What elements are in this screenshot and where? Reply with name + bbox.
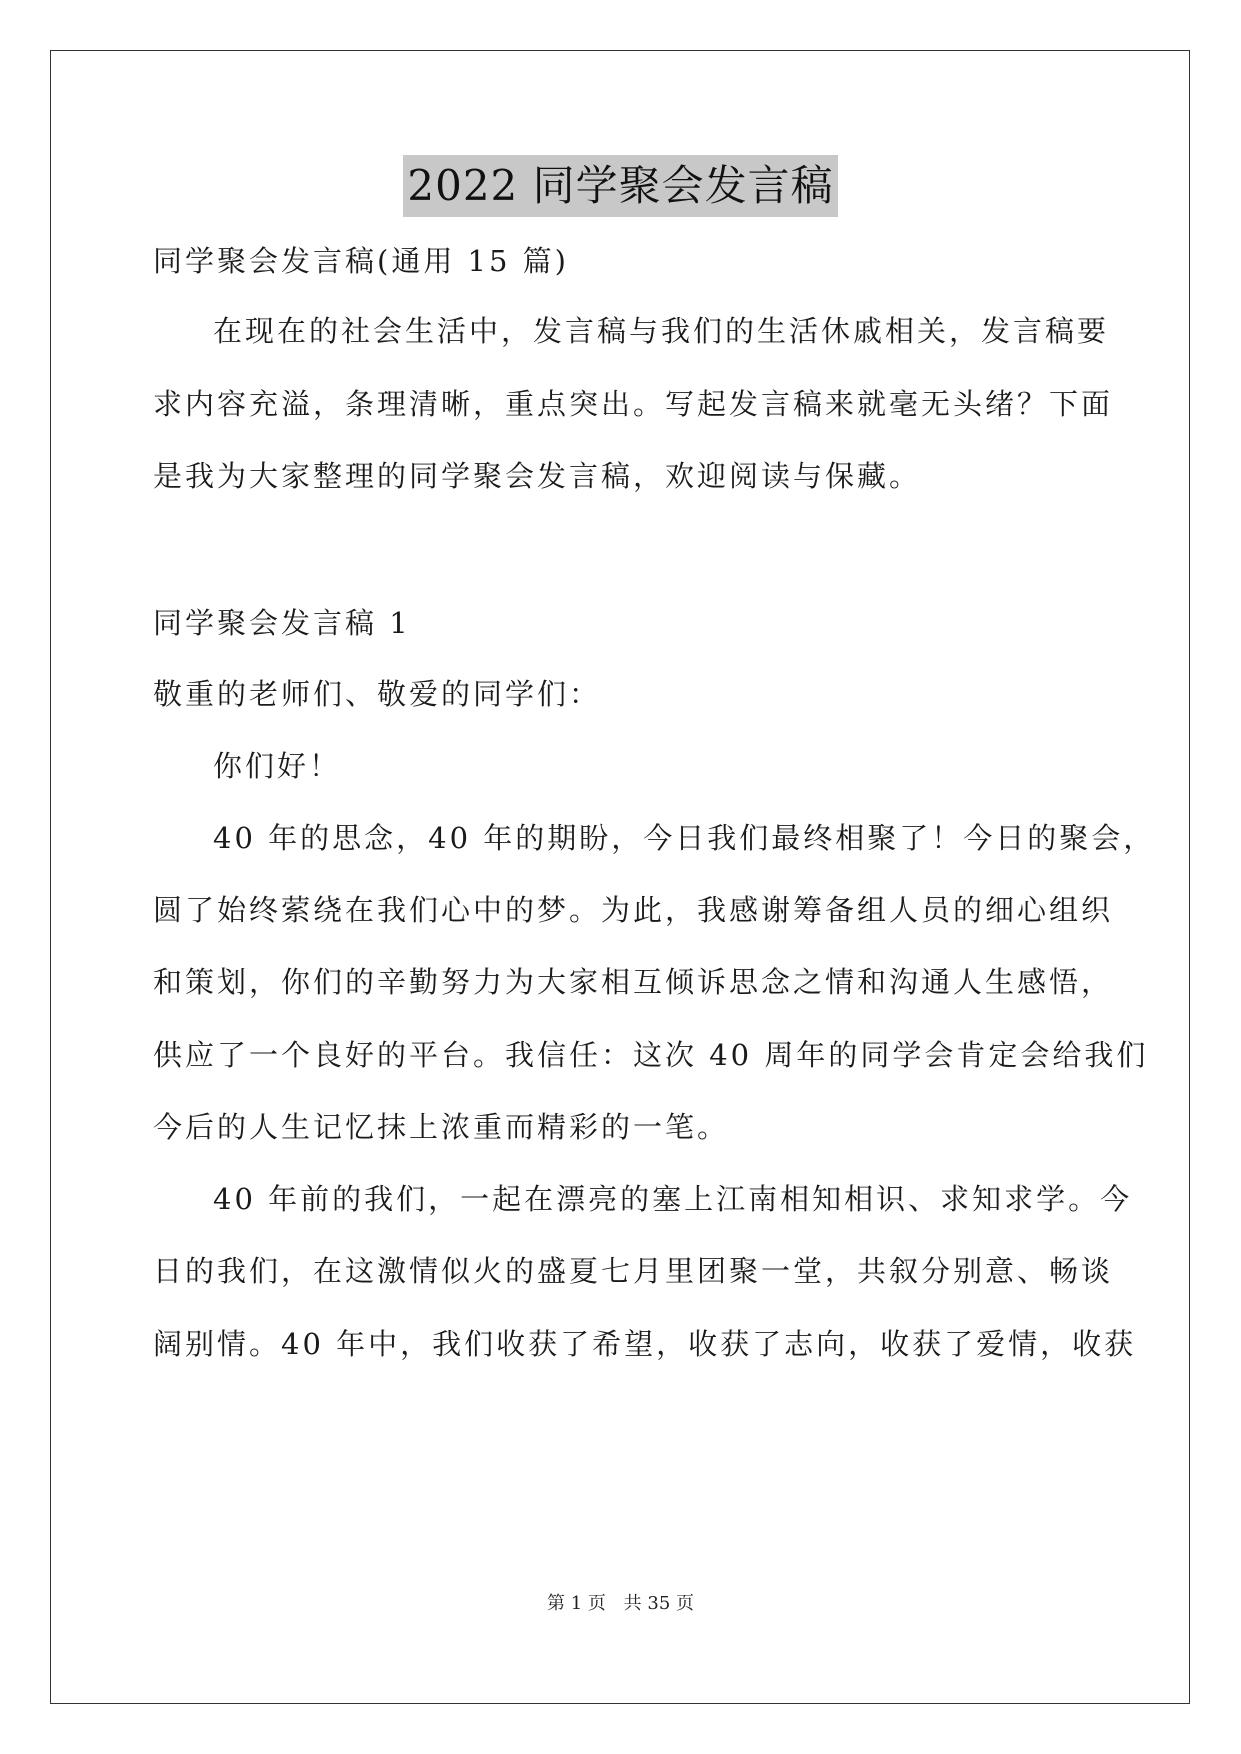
paragraph-line: 供应了一个良好的平台。我信任：这次 40 周年的同学会肯定会给我们 xyxy=(153,1038,1149,1072)
paragraph-line: 阔别情。40 年中，我们收获了希望，收获了志向，收获了爱情，收获 xyxy=(153,1327,1137,1361)
paragraph-line: 今后的人生记忆抹上浓重而精彩的一笔。 xyxy=(153,1110,730,1144)
page-border xyxy=(50,50,1190,1704)
paragraph-line: 和策划，你们的辛勤努力为大家相互倾诉思念之情和沟通人生感悟， xyxy=(153,965,1114,999)
subtitle-line: 同学聚会发言稿(通用 15 篇) xyxy=(153,244,569,278)
paragraph-line: 圆了始终萦绕在我们心中的梦。为此，我感谢筹备组人员的细心组织 xyxy=(153,893,1114,927)
greeting-line: 你们好！ xyxy=(213,749,342,783)
paragraph-line: 求内容充溢，条理清晰，重点突出。写起发言稿来就毫无头绪？下面 xyxy=(153,387,1114,421)
salutation-line: 敬重的老师们、敬爱的同学们： xyxy=(153,677,602,711)
page-footer xyxy=(0,1592,1241,1616)
paragraph-line: 在现在的社会生活中，发言稿与我们的生活休戚相关，发言稿要 xyxy=(213,314,1110,348)
paragraph-line: 是我为大家整理的同学聚会发言稿，欢迎阅读与保藏。 xyxy=(153,459,922,493)
paragraph-line: 40 年前的我们，一起在漂亮的塞上江南相知相识、求知求学。今 xyxy=(213,1182,1133,1216)
page-total: 共 35 页 xyxy=(623,1593,694,1614)
paragraph-line: 日的我们，在这激情似火的盛夏七月里团聚一堂，共叙分别意、畅谈 xyxy=(153,1254,1114,1288)
title-container xyxy=(0,155,1241,217)
section-heading: 同学聚会发言稿 1 xyxy=(153,606,411,640)
page-number: 第 1 页 xyxy=(547,1593,606,1614)
paragraph-line: 40 年的思念，40 年的期盼，今日我们最终相聚了！今日的聚会， xyxy=(213,821,1156,855)
document-title: 2022 同学聚会发言稿 xyxy=(403,155,837,217)
